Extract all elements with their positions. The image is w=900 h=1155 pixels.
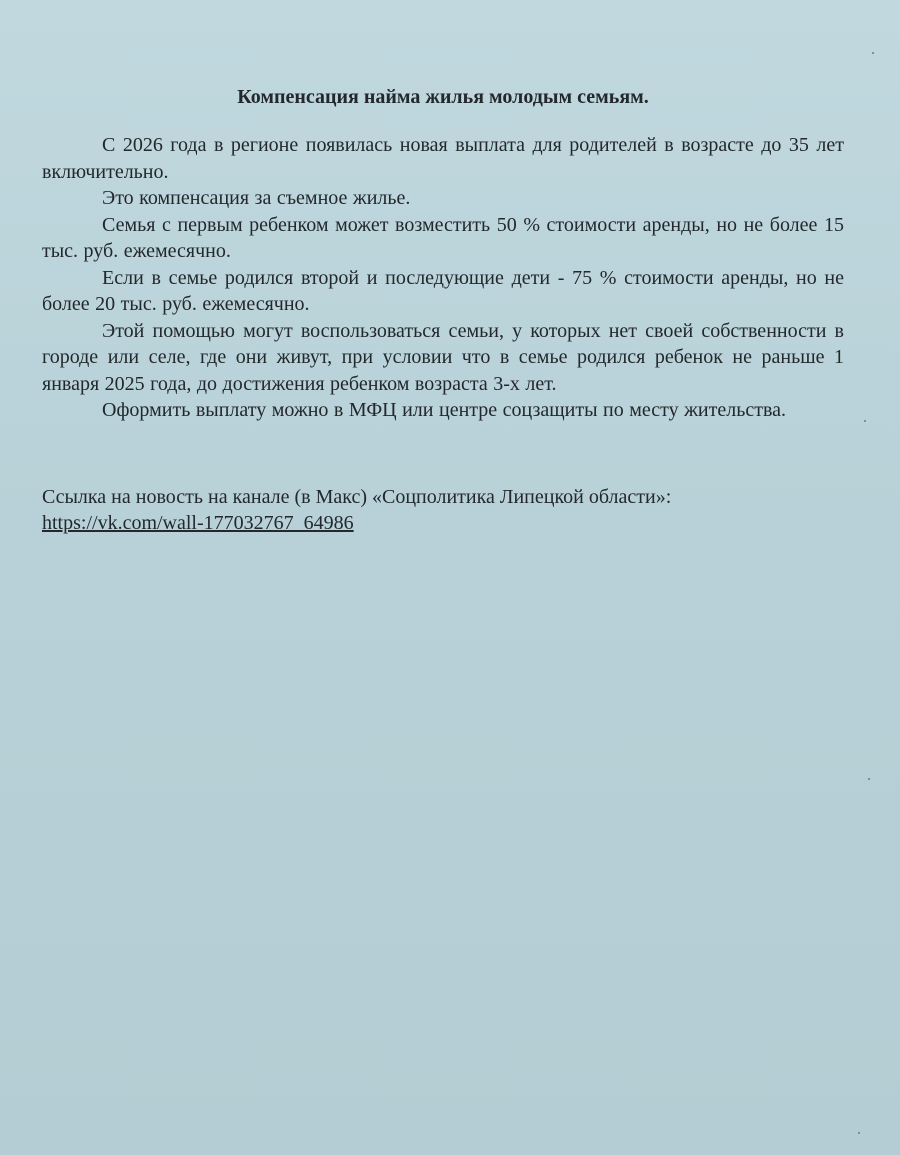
paragraph-first-child: Семья с первым ребенком может возместить 50 % стоимости аренды, но не более 15 тыс. руб. ежемесячно. [42,213,844,262]
news-link-label: Ссылка на новость на канале (в Макс) «Соцполитика Липецкой области»: [42,485,672,508]
document-title: Компенсация найма жилья молодым семьям. [237,86,649,108]
document-body [42,84,844,537]
scan-speck [858,1132,860,1134]
paragraph-eligibility: Этой помощью могут воспользоваться семьи, у которых нет своей собственности в городе или селе, где они живут, при условии что в семье родился ребенок не раньше 1 января 2025 года, до достижения ребенком возраста 3-х лет. [42,319,844,395]
scan-speck [868,778,870,780]
paragraph-second-child: Если в семье родился второй и последующие дети - 75 % стоимости аренды, но не более 20 тыс. руб. ежемесячно. [42,266,844,315]
news-link-url[interactable]: https://vk.com/wall-177032767_64986 [42,512,354,534]
scan-speck [864,420,866,422]
paragraph-age-limit: С 2026 года в регионе появилась новая выплата для родителей в возрасте до 35 лет включительно. [42,134,844,183]
paragraph-how-to-apply: Оформить выплату можно в МФЦ или центре соцзащиты по месту жительства. [102,399,787,421]
news-link-block [42,484,844,537]
scan-speck [872,52,874,54]
paragraph-rent-compensation: Это компенсация за съемное жилье. [102,187,411,209]
